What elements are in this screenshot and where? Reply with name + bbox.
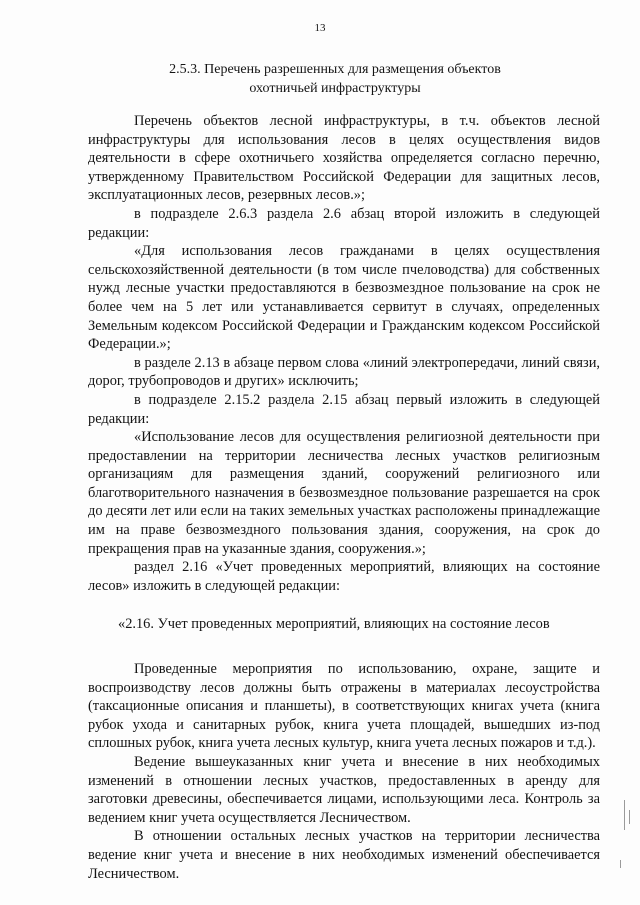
paragraph-religious-use: «Использование лесов для осуществления религиозной деятельности при предоставлении на территории лесничества лесных участков религиозным организациям для размещения зданий, сооружений религиозного или благотворительного назначения в безвозмездное пользование разрешается на срок до десяти лет или если на таких земельных участках расположены принадлежащие им на праве безвозмездного пользования здания, сооружения, на срок до прекращения прав на указанные здания, сооружения.»;	[88, 429, 600, 557]
paragraph-other-plots: В отношении остальных лесных участков на территории лесничества ведение книг учета и внесение в них необходимых изменений обеспечивается Лесничеством.	[88, 828, 600, 882]
paragraph-infrastructure-list: Перечень объектов лесной инфраструктуры, в т.ч. объектов лесной инфраструктуры для использования лесов в целях осуществления видов деятельности в сфере охотничьего хозяйства определяется согласно перечню, утвержденному Правительством Российской Федерации для защитных лесов, эксплуатационных лесов, резервных лесов.»;	[88, 113, 600, 204]
section-heading	[120, 60, 550, 98]
paragraph-amend-2-15-2: в подразделе 2.15.2 раздела 2.15 абзац первый изложить в следующей редакции:	[88, 391, 600, 427]
paragraph-amend-2-6-3: в подразделе 2.6.3 раздела 2.6 абзац второй изложить в следующей редакции:	[88, 205, 600, 241]
paragraph-agriculture-use: «Для использования лесов гражданами в целях осуществления сельскохозяйственной деятельности (в том числе пчеловодства) для собственных нужд лесные участки предоставляются в безвозмездное пользование на срок не более чем на 5 лет или устанавливается сервитут в случаях, определенных Земельным кодексом Российской Федерации и Гражданским кодексом Российской Федерации.»;	[88, 243, 600, 353]
paragraph-books-maintenance: Ведение вышеуказанных книг учета и внесение в них необходимых изменений в отношении лесных участков, предоставленных в аренду для заготовки древесины, обеспечивается лицами, использующими леса. Контроль за ведением книг учета осуществляется Лесничеством.	[88, 754, 600, 826]
heading-line-1: 2.5.3. Перечень разрешенных для размещения объектов	[169, 62, 501, 77]
paragraph-activities-record: Проведенные мероприятия по использованию, охране, защите и воспроизводству лесов должны быть отражены в материалах лесоустройства (таксационные описания и планшеты), в соответствующих книгах учета (книга рубок ухода и санитарных рубок, книга учета площадей, вышедших из-под сплошных рубок, книга учета лесных культур, книга учета лесных пожаров и т.д.).	[88, 661, 600, 752]
page-number: 13	[314, 22, 326, 34]
subsection-title: «2.16. Учет проведенных мероприятий, влияющих на состояние лесов	[118, 616, 550, 633]
paragraph-amend-2-16: раздел 2.16 «Учет проведенных мероприятий, влияющих на состояние лесов» изложить в следующей редакции:	[88, 559, 600, 594]
document-body	[88, 112, 600, 883]
heading-line-2: охотничьей инфраструктуры	[249, 81, 421, 96]
paragraph-amend-2-13: в разделе 2.13 в абзаце первом слова «линий электропередачи, линий связи, дорог, трубопроводов и других» исключить;	[88, 354, 600, 390]
scan-artifact	[624, 800, 625, 830]
scan-artifact	[620, 860, 621, 868]
scan-artifact	[629, 810, 630, 824]
